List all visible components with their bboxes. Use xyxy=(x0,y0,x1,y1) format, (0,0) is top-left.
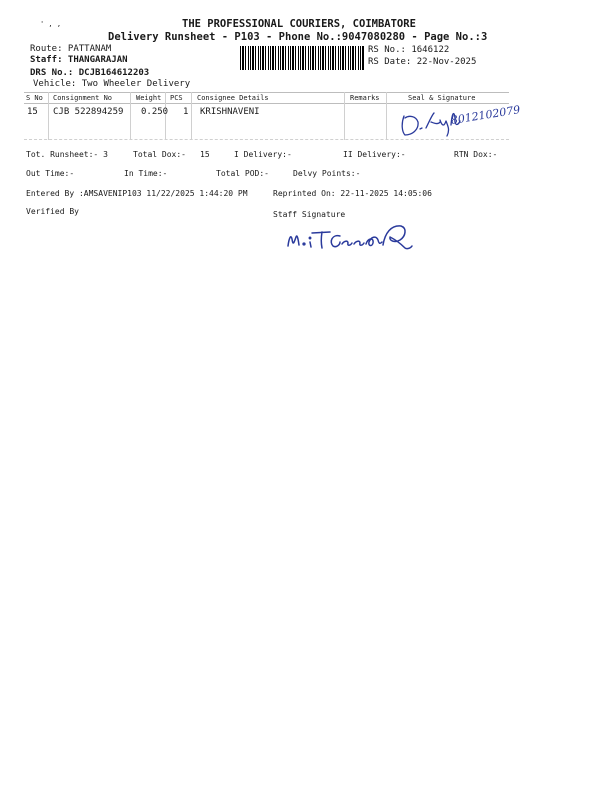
row-sno: 15 xyxy=(27,107,38,117)
tot-runsheet: Tot. Runsheet:- 3 xyxy=(26,150,108,159)
header-pcs: PCS xyxy=(170,94,183,102)
staff-signature xyxy=(282,220,422,256)
row-weight: 0.250 xyxy=(141,107,169,117)
corner-marks: ' , , xyxy=(40,20,62,28)
header-sno: S No xyxy=(26,94,43,102)
reprinted-on: Reprinted On: 22-11-2025 14:05:06 xyxy=(273,189,432,198)
rs-number: RS No.: 1646122 xyxy=(368,45,450,55)
verified-by: Verified By xyxy=(26,207,79,216)
ii-delivery: II Delivery:- xyxy=(343,150,406,159)
drs-number: DRS No.: DCJB164612203 xyxy=(30,68,150,78)
vehicle-text: Vehicle: Two Wheeler Delivery xyxy=(33,79,191,89)
row-pcs: 1 xyxy=(183,107,189,117)
header-consignee: Consignee Details xyxy=(197,94,269,102)
route-text: Route: PATTANAM xyxy=(30,44,112,54)
staff-text: Staff: THANGARAJAN xyxy=(30,55,128,65)
header-weight: Weight xyxy=(136,94,162,102)
out-time: Out Time:- xyxy=(26,169,75,178)
recipient-phone-handwritten: 8012102079 xyxy=(449,103,522,127)
header-seal: Seal & Signature xyxy=(408,94,476,102)
total-dox-label: Total Dox:- xyxy=(133,150,186,159)
barcode xyxy=(240,46,364,70)
rs-date: RS Date: 22-Nov-2025 xyxy=(368,57,477,67)
runsheet-title: Delivery Runsheet - P103 - Phone No.:9047080280 - Page No.:3 xyxy=(108,31,488,43)
delvy-points: Delvy Points:- xyxy=(293,169,361,178)
rtn-dox: RTN Dox:- xyxy=(454,150,498,159)
entered-by: Entered By :AMSAVENIP103 11/22/2025 1:44:20 PM xyxy=(26,189,248,198)
staff-signature-label: Staff Signature xyxy=(273,210,346,219)
total-dox-value: 15 xyxy=(200,150,210,159)
row-consignee: KRISHNAVENI xyxy=(200,107,260,117)
i-delivery: I Delivery:- xyxy=(234,150,292,159)
company-title: THE PROFESSIONAL COURIERS, COIMBATORE xyxy=(182,18,416,30)
header-consignment: Consignment No xyxy=(53,94,113,102)
header-remarks: Remarks xyxy=(350,94,380,102)
in-time: In Time:- xyxy=(124,169,168,178)
total-pod: Total POD:- xyxy=(216,169,269,178)
row-consignment: CJB 522894259 xyxy=(53,107,124,117)
